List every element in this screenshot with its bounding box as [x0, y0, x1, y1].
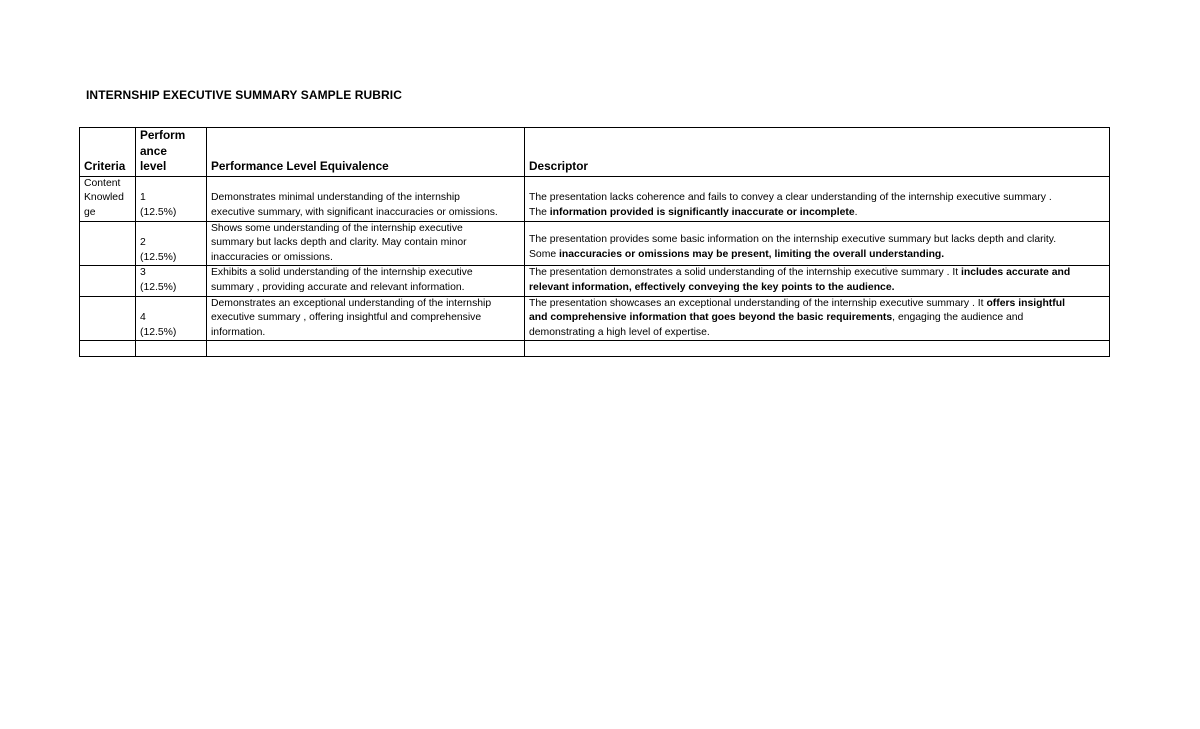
equivalence-line: executive summary , offering insightful and comprehensive — [211, 312, 482, 324]
empty-cell — [80, 341, 136, 357]
criteria-cell — [80, 221, 136, 266]
level-weight: (12.5%) — [140, 281, 177, 293]
criteria-cell — [80, 176, 136, 221]
header-level-line: ance — [140, 143, 167, 158]
level-weight: (12.5%) — [140, 206, 177, 218]
equivalence-line: Demonstrates an exceptional understanding of the internship — [211, 297, 492, 309]
descriptor-bold-text: and comprehensive information that goes beyond the basic requirements — [529, 312, 893, 324]
header-level-line: Perform — [140, 128, 186, 142]
criteria-cell — [80, 296, 136, 341]
descriptor-line — [529, 311, 1105, 326]
descriptor-text: The presentation showcases an exceptional understanding of the internship executive summary . It — [529, 297, 987, 309]
document-title: INTERNSHIP EXECUTIVE SUMMARY SAMPLE RUBRIC — [86, 88, 403, 102]
level-number: 1 — [140, 192, 146, 204]
equivalence-line: Demonstrates minimal understanding of the internship — [211, 192, 460, 204]
equivalence-cell — [207, 176, 525, 221]
header-descriptor: Descriptor — [525, 128, 1110, 177]
descriptor-line — [529, 248, 1105, 263]
level-cell — [136, 266, 207, 296]
level-cell — [136, 221, 207, 266]
equivalence-line: inaccuracies or omissions. — [211, 251, 333, 263]
descriptor-line: The presentation lacks coherence and fails to convey a clear understanding of the internship executive summary . — [529, 192, 1052, 204]
level-weight: (12.5%) — [140, 326, 177, 338]
descriptor-line: The presentation provides some basic information on the internship executive summary but lacks depth and clarity. — [529, 234, 1057, 246]
equivalence-line: information. — [211, 326, 266, 338]
descriptor-text: Some — [529, 248, 560, 260]
equivalence-cell — [207, 296, 525, 341]
empty-cell — [525, 341, 1110, 357]
descriptor-line — [529, 297, 1105, 312]
descriptor-bold-text: inaccuracies or omissions may be present, limiting the overall understanding. — [559, 248, 945, 260]
descriptor-line: demonstrating a high level of expertise. — [529, 326, 710, 338]
level-cell — [136, 296, 207, 341]
equivalence-line: executive summary, with significant inaccuracies or omissions. — [211, 206, 498, 218]
descriptor-line — [529, 206, 1105, 221]
equivalence-cell — [207, 266, 525, 296]
criteria-line: Content — [84, 177, 121, 189]
descriptor-cell — [525, 296, 1110, 341]
table-header-row — [80, 128, 1110, 177]
table-row — [80, 221, 1110, 266]
descriptor-text: . — [854, 206, 858, 218]
descriptor-cell — [525, 221, 1110, 266]
criteria-line: Knowled — [84, 192, 124, 204]
level-number: 3 — [140, 267, 146, 279]
equivalence-line: Exhibits a solid understanding of the internship executive — [211, 267, 473, 279]
header-criteria: Criteria — [80, 128, 136, 177]
descriptor-bold-line: relevant information, effectively conveying the key points to the audience. — [529, 281, 895, 293]
table-row — [80, 296, 1110, 341]
descriptor-bold-text: offers insightful — [986, 297, 1065, 309]
descriptor-text: , engaging the audience and — [892, 312, 1024, 324]
table-row — [80, 176, 1110, 221]
descriptor-text: The — [529, 206, 550, 218]
criteria-cell — [80, 266, 136, 296]
equivalence-cell — [207, 221, 525, 266]
equivalence-line: Shows some understanding of the internship executive — [211, 222, 463, 234]
descriptor-bold-text: information provided is significantly inaccurate or incomplete — [549, 206, 855, 218]
header-performance-level — [136, 128, 207, 177]
level-number: 4 — [140, 312, 146, 324]
descriptor-cell — [525, 176, 1110, 221]
level-weight: (12.5%) — [140, 251, 177, 263]
empty-table-row — [80, 341, 1110, 357]
empty-cell — [136, 341, 207, 357]
level-number: 2 — [140, 237, 146, 249]
level-cell — [136, 176, 207, 221]
empty-cell — [207, 341, 525, 357]
header-equivalence: Performance Level Equivalence — [207, 128, 525, 177]
table-row — [80, 266, 1110, 296]
header-level-line: level — [140, 159, 167, 174]
equivalence-line: summary , providing accurate and relevant information. — [211, 281, 465, 293]
criteria-line: ge — [84, 206, 96, 218]
descriptor-text: The presentation demonstrates a solid understanding of the internship executive summary . It — [529, 267, 962, 279]
descriptor-cell — [525, 266, 1110, 296]
descriptor-line — [529, 266, 1105, 281]
equivalence-line: summary but lacks depth and clarity. May contain minor — [211, 237, 467, 249]
rubric-table — [79, 127, 1110, 357]
descriptor-bold-text: includes accurate and — [961, 267, 1071, 279]
